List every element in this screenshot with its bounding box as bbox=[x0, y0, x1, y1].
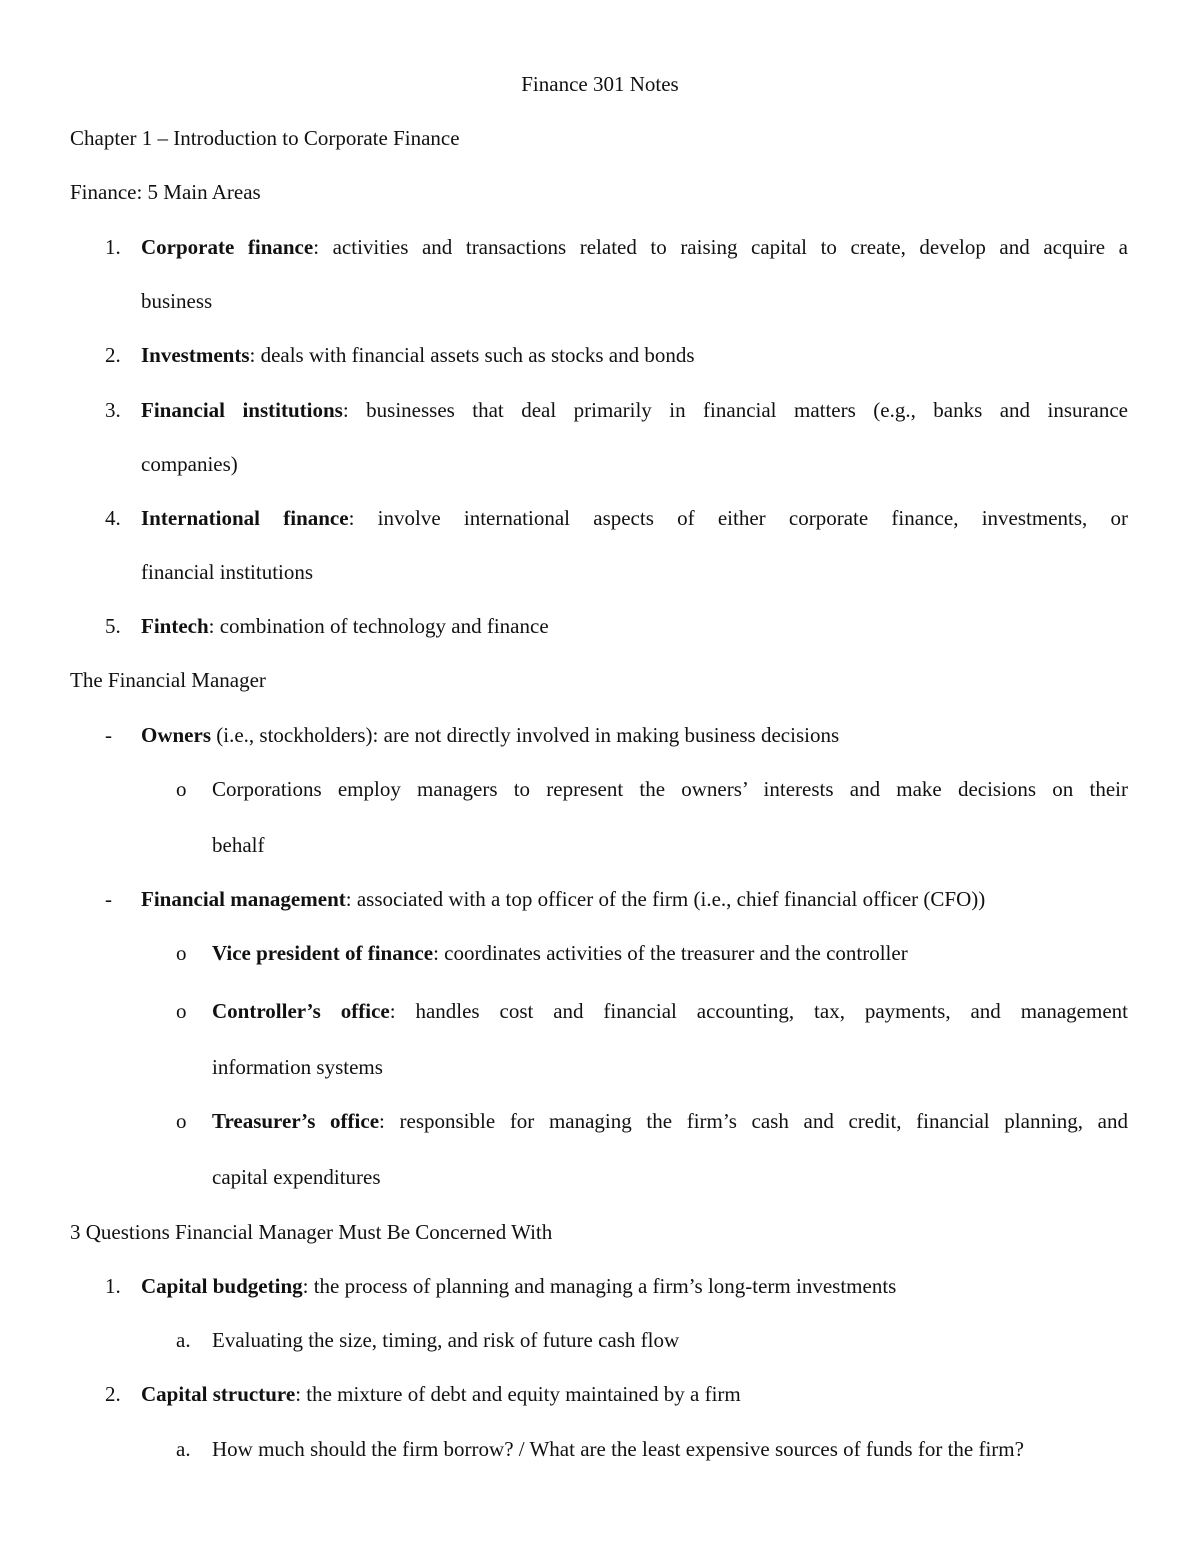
section-heading-three-questions: 3 Questions Financial Manager Must Be Concerned With bbox=[70, 1220, 553, 1244]
sub-bullet-continuation: capital expenditures bbox=[212, 1165, 381, 1189]
list-number: 1. bbox=[105, 1274, 121, 1298]
list-item: Capital structure: the mixture of debt and equity maintained by a firm bbox=[141, 1382, 741, 1406]
dash-bullet: - bbox=[105, 887, 112, 911]
list-number: 5. bbox=[105, 614, 121, 638]
list-item: Capital budgeting: the process of planning and managing a firm’s long-term investments bbox=[141, 1274, 897, 1298]
circle-bullet: o bbox=[176, 1109, 187, 1133]
list-item-continuation: financial institutions bbox=[141, 560, 314, 584]
document-title: Finance 301 Notes bbox=[521, 72, 679, 96]
dash-bullet: - bbox=[105, 723, 112, 747]
sub-list-letter: a. bbox=[176, 1328, 191, 1352]
sub-bullet-continuation: information systems bbox=[212, 1055, 383, 1079]
section-heading-financial-manager: The Financial Manager bbox=[70, 668, 266, 692]
term: Fintech bbox=[141, 614, 209, 638]
sub-bullet-item: Vice president of finance: coordinates activities of the treasurer and the controller bbox=[212, 941, 908, 965]
list-item-continuation: companies) bbox=[141, 452, 238, 476]
term: Capital structure bbox=[141, 1382, 296, 1406]
sub-list-letter: a. bbox=[176, 1437, 191, 1461]
list-item: International finance: involve international aspects of either corporate finance, investments, or bbox=[141, 506, 1128, 530]
term: Investments bbox=[141, 343, 250, 367]
term: Treasurer’s office bbox=[212, 1109, 380, 1133]
sub-bullet-item: Corporations employ managers to represent the owners’ interests and make decisions on their bbox=[212, 777, 1128, 801]
circle-bullet: o bbox=[176, 777, 187, 801]
term: Controller’s office bbox=[212, 999, 390, 1023]
sub-bullet-item: Treasurer’s office: responsible for managing the firm’s cash and credit, financial planning, and bbox=[212, 1109, 1128, 1133]
term: Owners bbox=[141, 723, 211, 747]
list-number: 2. bbox=[105, 1382, 121, 1406]
list-number: 3. bbox=[105, 398, 121, 422]
list-item: Investments: deals with financial assets such as stocks and bonds bbox=[141, 343, 695, 367]
term: Corporate finance bbox=[141, 235, 314, 259]
term: Financial institutions bbox=[141, 398, 343, 422]
bullet-item: Owners (i.e., stockholders): are not directly involved in making business decisions bbox=[141, 723, 840, 747]
list-number: 4. bbox=[105, 506, 121, 530]
term: International finance bbox=[141, 506, 349, 530]
list-item: Corporate finance: activities and transactions related to raising capital to create, develop and acquire a bbox=[141, 235, 1128, 259]
section-heading-main-areas: Finance: 5 Main Areas bbox=[70, 180, 261, 204]
bullet-item: Financial management: associated with a top officer of the firm (i.e., chief financial officer (CFO)) bbox=[141, 887, 986, 911]
list-number: 2. bbox=[105, 343, 121, 367]
chapter-heading: Chapter 1 – Introduction to Corporate Finance bbox=[70, 126, 460, 150]
list-item: Financial institutions: businesses that deal primarily in financial matters (e.g., banks and insurance bbox=[141, 398, 1128, 422]
list-number: 1. bbox=[105, 235, 121, 259]
term: Capital budgeting bbox=[141, 1274, 303, 1298]
sub-list-item: How much should the firm borrow? / What are the least expensive sources of funds for the firm? bbox=[212, 1437, 1024, 1461]
list-item-continuation: business bbox=[141, 289, 213, 313]
circle-bullet: o bbox=[176, 941, 187, 965]
sub-list-item: Evaluating the size, timing, and risk of future cash flow bbox=[212, 1328, 680, 1352]
sub-bullet-continuation: behalf bbox=[212, 833, 265, 857]
term: Financial management bbox=[141, 887, 346, 911]
list-item: Fintech: combination of technology and finance bbox=[141, 614, 549, 638]
circle-bullet: o bbox=[176, 999, 187, 1023]
sub-bullet-item: Controller’s office: handles cost and financial accounting, tax, payments, and management bbox=[212, 999, 1128, 1023]
term: Vice president of finance bbox=[212, 941, 434, 965]
